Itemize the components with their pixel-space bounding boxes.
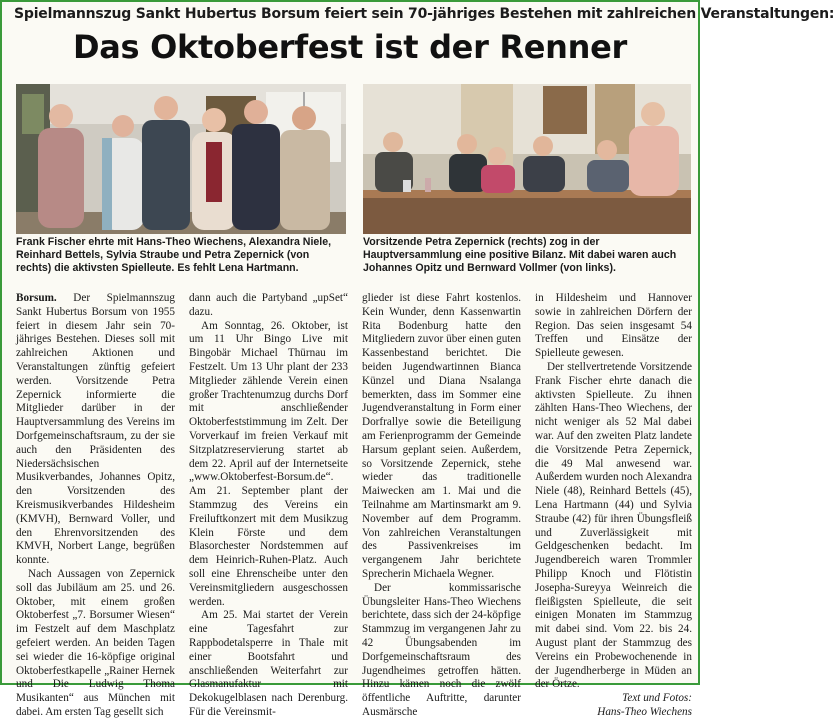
paragraph: glieder ist diese Fahrt kostenlos. Kein Wunder, denn Kassenwartin Rita Bodenburg hatte den Mitgliedern zuvor über einen guten Kassenbestand berichtet. Die beiden Jugendwartinnen Bianca Künzel und Diana Nsalanga bemerkten, dass im Sommer eine Jugendveranstaltung in Form einer Dorfrallye sowie die Beteiligung am Ferienprogramm der Gemeinde Harsum geplant seien. Außerdem, so Vorsitzende Zepernick, stehe wieder das traditionelle Maiwecken am 1. Mai und die Teilnahme am Martinsmarkt am 9. November auf dem Programm. Von zahlreichen Veranstaltungen des Passivenkreises im vergangenem Jahr berichtete Sprecherin Michaela Wegner. [362,292,521,580]
photo-credit-label: Text und Fotos: [622,692,692,705]
body-column-3 [362,292,521,720]
caption-right: Vorsitzende Petra Zepernick (rechts) zog in der Hauptversammlung eine positive Bilanz. Mit dabei waren auch Johannes Opitz und Bernward Vollmer (von links). [363,236,677,274]
paragraph: Am 25. Mai startet der Verein eine Tagesfahrt zur Rappbodetalsperre in Thale mit einer Bootsfahrt und anschließenden Weiterfahrt zur Glasmanufaktur mit Dekokugelblasen nach Derenburg. Für die Vereinsmit- [189,609,348,718]
photo-meeting [363,84,691,234]
photo-credit-author: Hans-Theo Wiechens [597,705,692,718]
paragraph: in Hildesheim und Hannover sowie in zahlreichen Dörfern der Region. Das seien insgesamt 54 Treffen und Einsätze der Spielleute gewesen. [535,292,692,360]
caption-left: Frank Fischer ehrte mit Hans-Theo Wiechens, Alexandra Niele, Reinhard Bettels, Sylvia Straube und Petra Zepernick (von rechts) die aktivsten Spielleute. Es fehlt Lena Hartmann. [16,236,332,274]
body-column-4 [535,292,692,720]
meeting-photo-illustration [363,84,691,234]
paragraph: Am Sonntag, 26. Oktober, ist um 11 Uhr Bingo Live mit Bingobär Michael Thürnau im Festzelt. Um 13 Uhr plant der 233 Mitglieder zählende Verein einen großer Trachtenumzug durchs Dorf mit anschließender Oktoberfeststimmung im Zelt. Der Vorverkauf im freien Verkauf mit Sitzplatzreservierung startet ab dem 22. April auf der Internetseite „www.Oktoberfest-Borsum.de“. Am 21. September plant der Stammzug des Vereins ein Freiluftkonzert mit dem Musikzug Klein Förste und dem Blasorchester Nordstemmen auf dem Heinrich-Ruhen-Platz. Auch soll eine Ehrenscheibe unter den Vereinsmitgliedern ausgeschossen werden. [189,319,348,608]
paragraph-text: Der Spielmannszug Sankt Hubertus Borsum von 1955 feiert in diesem Jahr sein 70-jähriges Bestehen. Dieses soll mit zahlreichen Aktionen und Veranstaltungen zünftig gefeiert werden. Vorsitzende Petra Zepernick informierte die Mitglieder darüber in der Hauptversammlung des Vereins im Dorfgemeinschaftsraum, zu der sie auch den Präsidenten des Niedersächsischen Musikverbandes, Johannes Opitz, den Vorsitzenden des Kreismusikverbandes Hildesheim (KMVH), Bernward Voller, und den Ehrenvorsitzenden des KMVH, Norbert Lange, begrüßen konnte. [16,292,175,567]
paragraph [16,292,175,568]
paragraph: Der stellvertretende Vorsitzende Frank Fischer ehrte danach die aktivsten Spielleute. Zu ihnen zählten Hans-Theo Wiechens, der nicht weniger als 52 Mal dabei war. Auf den zweiten Platz landete die Vorsitzende Petra Zepernick, die 49 Mal anwesend war. Außerdem wurden noch Alexandra Niele (48), Reinhard Bettels (45), Lena Hartmann (44) und Sylvia Straube (42) für ihren Übungsfleiß und Zuverlässigkeit mit Geldgeschenken bedacht. Im Jugendbereich waren Trommler Philipp Knoch und Flötistin Josepha-Sureyya Weinreich die fleißigsten Spielleute, die seit einigen Monaten im Stammzug mit dabei sind. Vom 22. bis 24. August plant der Stammzug des Vereins ein Probewochenende in der Jugendherberge in Müden an der Örtze. [535,360,692,691]
kicker: Spielmannszug Sankt Hubertus Borsum feiert sein 70-jähriges Bestehen mit zahlreichen Veranstaltungen: [14,6,834,22]
photo-honorees [16,84,346,234]
honorees-photo-illustration [16,84,346,234]
dateline: Borsum. [16,292,57,304]
body-column-1 [16,292,175,720]
paragraph: dann auch die Partyband „upSet“ dazu. [189,292,348,318]
paragraph: Der kommissarische Übungsleiter Hans-Theo Wiechens berichtete, dass sich der 24-köpfige Stammzug im vergangenen Jahr zu 42 Übungsabenden im Dorfgemeinschaftsraum des Jugendheimes getroffen hätten. Hinzu kämen noch die zwölf öffentliche Auftritte, darunter Ausmärsche [362,581,521,718]
headline: Das Oktoberfest ist der Renner [73,28,627,66]
paragraph: Nach Aussagen von Zepernick soll das Jubiläum am 25. und 26. Oktober, mit einem großen Oktoberfest „7. Borsumer Wiesen“ im Festzelt auf dem Maschplatz gefeiert werden. An beiden Tagen sei wieder die 16-köpfige original Oktoberfestkapelle „Rainer Hernek und Die Ludwig Thoma Musikanten“ aus München mit dabei. Am ersten Tag gesellt sich [16,567,175,718]
body-column-2 [189,292,348,720]
